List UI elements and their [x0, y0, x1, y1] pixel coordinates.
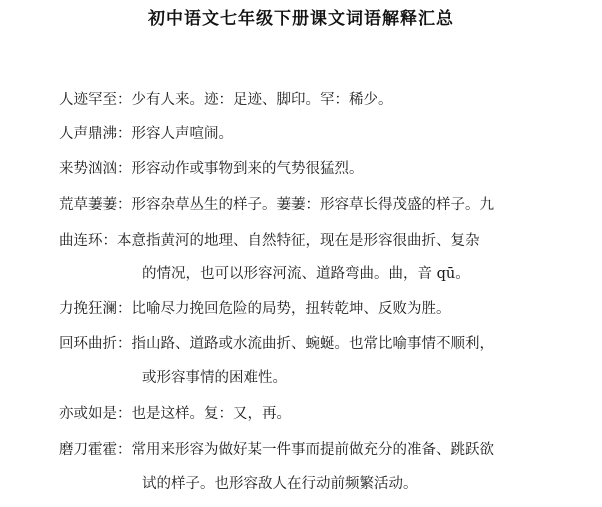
text-line-liwankuanglan: 力挽狂澜：比喻尽力挽回危险的局势，扭转乾坤、反败为胜。 [59, 301, 451, 317]
document-title: 初中语文七年级下册课文词语解释汇总 [148, 9, 454, 29]
text-line-yihuorushi: 亦或如是：也是这样。复：又，再。 [59, 406, 291, 422]
text-line-huihuanquzhe-cont: 或形容事情的困难性。 [142, 370, 287, 386]
text-line-huihuanquzhe: 回环曲折：指山路、道路或水流曲折、蜿蜒。也常比喻事情不顺利， [59, 336, 494, 352]
text-line-modaohuohuo: 磨刀霍霍：常用来形容为做好某一件事而提前做充分的准备、跳跃欲 [59, 442, 494, 458]
text-line-jiuqulianhuan-cont: 的情况，也可以形容河流、道路弯曲。曲，音 qū。 [142, 266, 470, 282]
text-line-huangcaoqiqi: 荒草萋萋：形容杂草丛生的样子。萋萋：形容草长得茂盛的样子。九 [59, 197, 494, 213]
text-line-modaohuohuo-cont: 试的样子。也形容敌人在行动前频繁活动。 [142, 476, 418, 492]
text-line-renjihanzhi: 人迹罕至：少有人来。迹：足迹、脚印。罕：稀少。 [59, 92, 393, 108]
text-line-renshengdingfei: 人声鼎沸：形容人声喧闹。 [59, 126, 233, 142]
text-line-jiuqulianhuan: 曲连环：本意指黄河的地理、自然特征，现在是形容很曲折、复杂 [59, 233, 480, 249]
text-line-laishixiongxiong: 来势汹汹：形容动作或事物到来的气势很猛烈。 [59, 161, 364, 177]
